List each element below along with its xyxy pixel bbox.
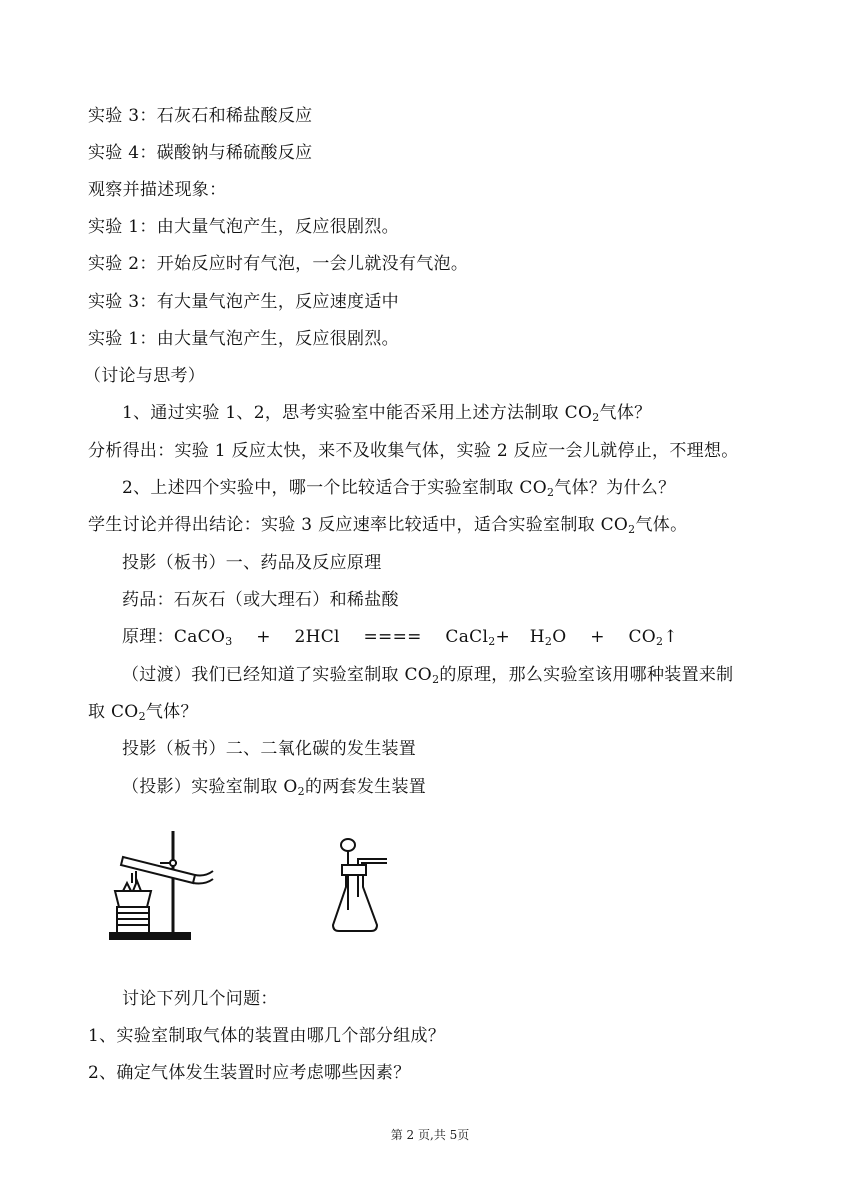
text-line: 讨论下列几个问题： [122,989,278,1009]
text-line: 投影（板书）一、药品及反应原理 [122,553,382,573]
text-line: 实验 1：由大量气泡产生，反应很剧烈。 [88,217,399,237]
text-line: 实验 3：有大量气泡产生，反应速度适中 [88,292,399,312]
heating-apparatus-icon [105,825,215,945]
section-heading: （讨论与思考） [84,366,206,386]
page-footer: 第 2 页,共 5页 [390,1128,470,1142]
text-line: 实验 2：开始反应时有气泡，一会儿就没有气泡。 [88,254,469,274]
transition-line: （过渡）我们已经知道了实验室制取 $CO_2$的原理，那么实验室该用哪种装置来制 [122,665,734,686]
conclusion-line: 学生讨论并得出结论：实验 3 反应速率比较适中，适合实验室制取 $CO_2$气体。 [88,515,688,536]
text-line: 投影（板书）二、二氧化碳的发生装置 [122,739,417,759]
text-line: 观察并描述现象： [88,180,227,200]
text-line: 1、实验室制取气体的装置由哪几个部分组成？ [88,1026,446,1046]
text-line: 实验 4：碳酸钠与稀硫酸反应 [88,143,313,163]
flask-apparatus-icon [325,835,400,935]
transition-line-cont: 取 $CO_2$气体？ [88,702,198,723]
question-2: 2、上述四个实验中，哪一个比较适合于实验室制取 $CO_2$气体？为什么？ [122,478,676,499]
text-line: 分析得出：实验 1 反应太快，来不及收集气体，实验 2 反应一会儿就停止，不理想。 [88,441,739,461]
text-line: 实验 1：由大量气泡产生，反应很剧烈。 [88,329,399,349]
text-line: 实验 3：石灰石和稀盐酸反应 [88,106,313,126]
question-1: 1、通过实验 1、2，思考实验室中能否采用上述方法制取 $CO_2$气体？ [122,403,652,424]
text-line: 药品：石灰石（或大理石）和稀盐酸 [122,590,399,610]
reaction-equation: 原理：CaCO$_3$ + 2HCl ==== CaCl$_2$+ $H_2O$ + $CO_2↑$ [122,627,678,648]
projection-line: （投影）实验室制取 $O_2$的两套发生装置 [122,777,427,798]
text-line: 2、确定气体发生装置时应考虑哪些因素？ [88,1063,411,1083]
